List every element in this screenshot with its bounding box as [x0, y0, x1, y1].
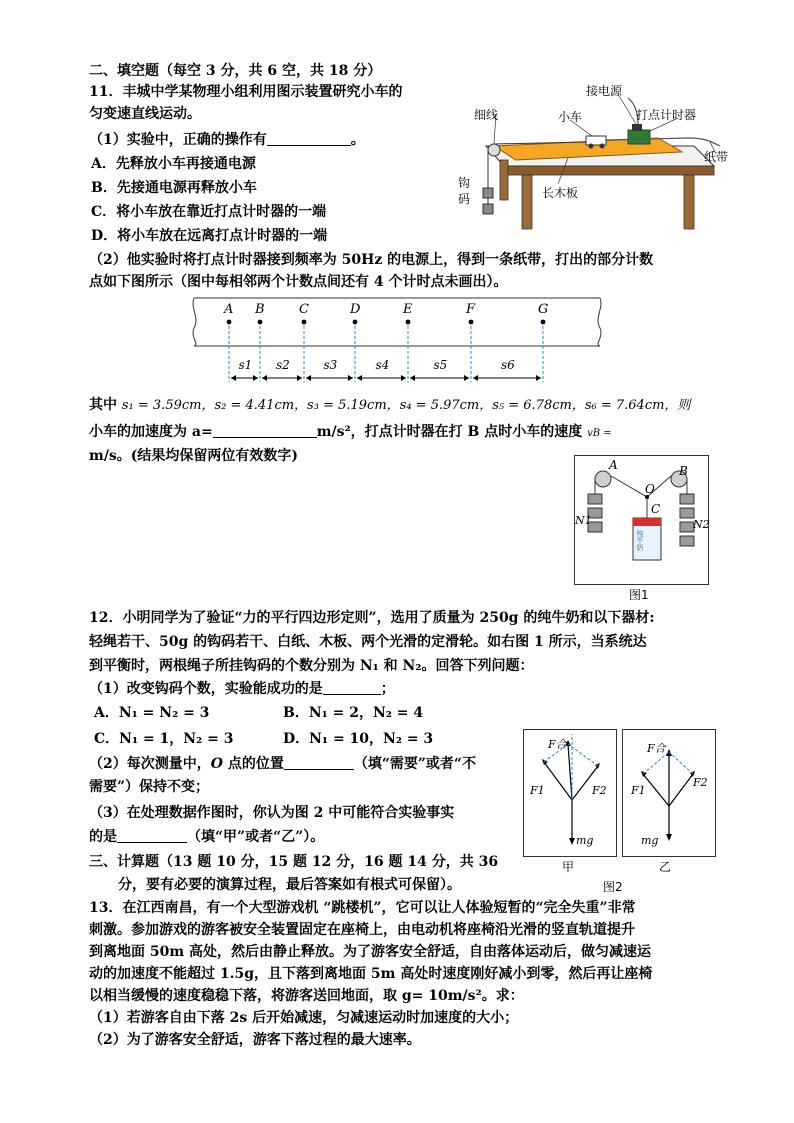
- q11-part2-line1: （2）他实验时将打点计时器接到频率为 50Hz 的电源上，得到一条纸带，打出的部分计数: [89, 252, 654, 268]
- segment-arrowhead: [297, 375, 302, 381]
- fig1-label-n1: N1: [575, 514, 592, 527]
- fig2-left-f-he: F合: [548, 738, 567, 751]
- fig1-drawing: [575, 456, 708, 584]
- segment-arrowhead: [536, 375, 541, 381]
- q11-answer-line-b: m/s。(结果均保留两位有效数字): [89, 448, 299, 464]
- tape-label-f: F: [466, 302, 476, 317]
- q12-option-b: B．N₁ = 2，N₂ = 4: [283, 705, 424, 721]
- segment-arrowhead: [231, 375, 236, 381]
- q12-option-a: A．N₁ = N₂ = 3: [94, 705, 210, 721]
- q12-line1: 12．小明同学为了验证“力的平行四边形定则”，选用了质量为 250g 的纯牛奶和以下器材:: [89, 610, 655, 626]
- segment-arrowhead: [464, 375, 469, 381]
- fig1-label-o: O: [645, 482, 655, 496]
- fig2-left-label: 甲: [562, 860, 575, 874]
- q12-option-c: C．N₁ = 1，N₂ = 3: [94, 731, 234, 747]
- q12-part1: （1）改变钩码个数，实验能成功的是 ；: [89, 681, 395, 697]
- q11-part2-line2: 点如下图所示（图中每相邻两个计数点间还有 4 个计时点未画出）。: [89, 274, 508, 290]
- q11-stem-line1: 11．丰城中学某物理小组利用图示装置研究小车的: [89, 84, 403, 100]
- tape-point-a: [227, 320, 232, 325]
- q11-option-b: B．先接通电源再释放小车: [91, 180, 257, 196]
- segment-arrowhead: [262, 375, 267, 381]
- fig2-left-f2: F2: [592, 784, 607, 797]
- fig1-label-n2: N2: [693, 518, 710, 531]
- q11-part1: （1）实验中，正确的操作有 。: [89, 132, 365, 148]
- tape-point-g: [541, 320, 546, 325]
- q12-part3-line2: 的是 （填“甲”或者“乙”）。: [89, 829, 325, 845]
- segment-label-s4: s4: [375, 358, 390, 372]
- q11-option-d: D．将小车放在远离打点计时器的一端: [91, 228, 328, 244]
- q13-line2: 刺激。参加游戏的游客被安全装置固定在座椅上，由电动机将座椅沿光滑的竖直轨道提升: [89, 922, 635, 938]
- fig2-right-f1: F1: [631, 784, 646, 797]
- segment-arrowhead: [348, 375, 353, 381]
- label-power: 接电源: [586, 84, 623, 98]
- q12-line3: 到平衡时，两根绳子所挂钩码的个数分别为 N₁ 和 N₂。回答下列问题：: [89, 658, 534, 674]
- fig2-left-mg: mg: [576, 834, 594, 847]
- segment-arrowhead: [401, 375, 406, 381]
- q12-part2-line2: 需要”）保持不变；: [89, 779, 210, 795]
- q11-data-line: 其中 s₁ = 3.59cm，s₂ = 4.41cm，s₃ = 5.19cm，s₄ = 5.97cm，s₅ = 6.78cm，s₆ = 7.64cm，则: [89, 397, 691, 413]
- fig2-caption: 图2: [603, 880, 623, 894]
- q11-vb-label: vB =: [587, 428, 612, 439]
- fig1-label-c: C: [651, 502, 661, 516]
- tape-point-c: [302, 320, 307, 325]
- q12-answer-blank-3[interactable]: [117, 828, 187, 843]
- tape-point-e: [406, 320, 411, 325]
- segment-label-s2: s2: [276, 358, 290, 372]
- tape-label-d: D: [350, 302, 361, 317]
- fig2-right-label: 乙: [659, 860, 672, 874]
- label-tape: 纸带: [704, 150, 729, 164]
- q13-line1: 13．在江西南昌，有一个大型游戏机 “跳楼机”，它可以让人体验短暂的“完全失重”非常: [89, 900, 636, 916]
- q11-option-c: C．将小车放在靠近打点计时器的一端: [91, 204, 327, 220]
- q11-answer-blank-1[interactable]: [267, 131, 351, 146]
- q11-data-values: s₁ = 3.59cm，s₂ = 4.41cm，s₃ = 5.19cm，s₄ = 5.97cm，s₅ = 6.78cm，s₆ = 7.64cm，则: [121, 398, 691, 413]
- paper-tape-figure: [188, 296, 608, 388]
- segment-label-s5: s5: [433, 358, 448, 372]
- fig1-label-a: A: [609, 458, 618, 472]
- q13-line5: 以相当缓慢的速度稳稳下落，将游客送回地面，取 g= 10m/s²。求：: [89, 988, 524, 1004]
- fig1-box: [574, 455, 709, 585]
- tape-label-b: B: [255, 302, 265, 317]
- fig2-right-mg: mg: [641, 834, 659, 847]
- q12-option-d: D．N₁ = 10，N₂ = 3: [283, 731, 434, 747]
- segment-label-s3: s3: [323, 358, 338, 372]
- tape-label-c: C: [299, 302, 309, 317]
- q11-answer-blank-a[interactable]: [213, 423, 317, 438]
- q11-apparatus-figure: [458, 80, 754, 230]
- tape-point-d: [353, 320, 358, 325]
- label-board: 长木板: [542, 186, 579, 200]
- q12-part3-line1: （3）在处理数据作图时，你认为图 2 中可能符合实验事实: [89, 805, 455, 821]
- section3-heading-line1: 三、计算题（13 题 10 分，15 题 12 分，16 题 14 分，共 36: [89, 854, 499, 870]
- segment-arrowhead: [253, 375, 258, 381]
- fig2-right-f-he: F合: [647, 742, 666, 755]
- section2-heading: 二、填空题（每空 3 分，共 6 空，共 18 分）: [89, 63, 382, 79]
- q12-line2: 轻绳若干、50g 的钩码若干、白纸、木板、两个光滑的定滑轮。如右图 1 所示，当系统达: [89, 634, 647, 650]
- q11-option-a: A．先释放小车再接通电源: [91, 156, 256, 172]
- q13-line4: 动的加速度不能超过 1.5g，且下落到离地面 5m 高处时速度刚好减小到零，然后再让座椅: [89, 966, 653, 982]
- fig1-caption: 图1: [629, 588, 649, 602]
- label-timer: 打点计时器: [636, 108, 697, 122]
- fig2-left-f1: F1: [530, 784, 545, 797]
- fig2-right-f2: F2: [693, 776, 708, 789]
- q12-answer-blank-1[interactable]: [323, 680, 381, 695]
- section3-heading-line2: 分，要有必要的演算过程，最后答案如有根式可保留）。: [118, 877, 461, 893]
- segment-arrowhead: [357, 375, 362, 381]
- segment-arrowhead: [306, 375, 311, 381]
- segment-arrowhead: [473, 375, 478, 381]
- label-string: 细线: [474, 108, 499, 122]
- q11-answer-line-a: 小车的加速度为 a= m/s²，打点计时器在打 B 点时小车的速度 vB =: [89, 424, 612, 440]
- label-cart: 小车: [558, 110, 583, 124]
- fig1-carton-text: 纯牛奶: [636, 530, 644, 551]
- fig1-label-b: B: [679, 464, 688, 478]
- label-weights-2: 码: [458, 192, 471, 206]
- q13-part2: （2）为了游客安全舒适，游客下落过程的最大速率。: [89, 1032, 421, 1048]
- fig2-right-box: [622, 729, 716, 857]
- tape-label-e: E: [403, 302, 413, 317]
- segment-label-s1: s1: [238, 358, 253, 372]
- tape-point-f: [469, 320, 474, 325]
- segment-arrowhead: [410, 375, 415, 381]
- segment-label-s6: s6: [501, 358, 515, 372]
- tape-label-a: A: [224, 302, 234, 317]
- fig2-left-box: [523, 729, 617, 857]
- q11-stem-line2: 匀变速直线运动。: [89, 106, 201, 122]
- q13-part1: （1）若游客自由下落 2s 后开始减速，匀减速运动时加速度的大小；: [89, 1010, 519, 1026]
- tape-label-g: G: [538, 302, 549, 317]
- label-weights-1: 钩: [458, 176, 471, 190]
- q13-line3: 到离地面 50m 高处，然后由静止释放。为了游客安全舒适，自由落体运动后，做匀减速运: [89, 944, 652, 960]
- tape-point-b: [258, 320, 263, 325]
- q12-answer-blank-2[interactable]: [284, 755, 354, 770]
- q12-part2-line1: （2）每次测量中，O 点的位置 （填“需要”或者“不: [89, 756, 476, 772]
